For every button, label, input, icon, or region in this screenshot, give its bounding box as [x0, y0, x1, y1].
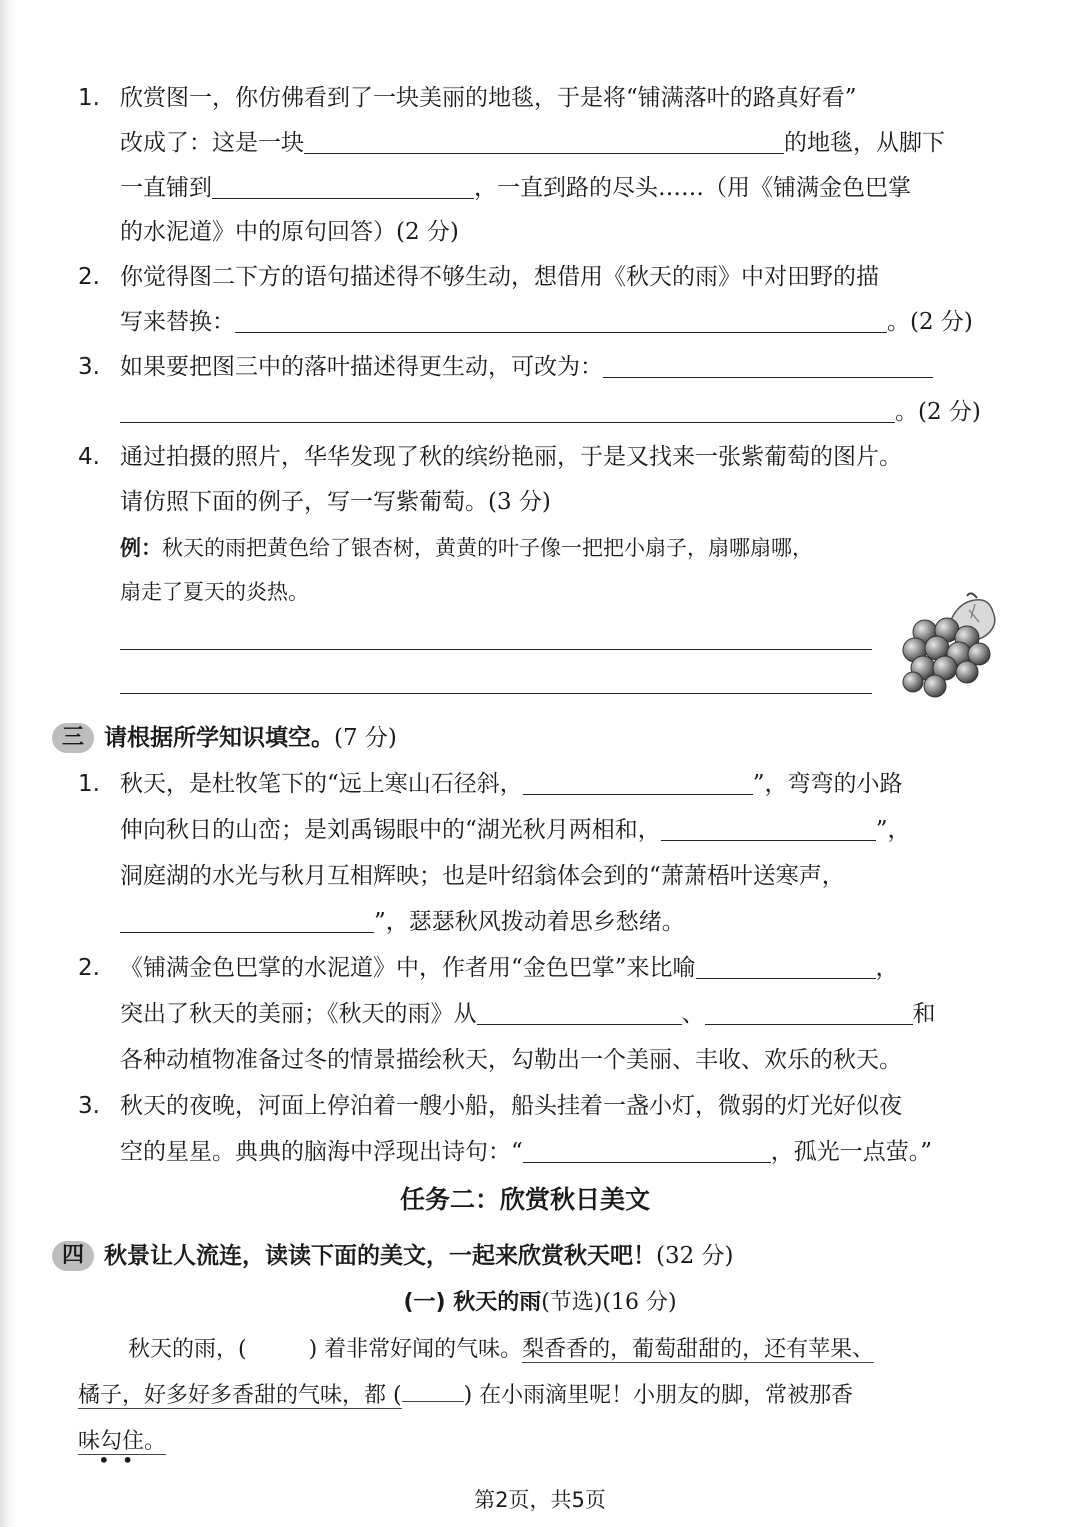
question-number: 3.	[78, 354, 100, 380]
question-number: 4.	[78, 444, 100, 470]
s3-q2-line1: 《铺满金色巴掌的水泥道》中，作者用“金色巴掌”来比喻 ，	[120, 946, 899, 990]
answer-blank[interactable]	[661, 810, 876, 841]
writing-line[interactable]	[120, 692, 872, 694]
q1-line1: 欣赏图一，你仿佛看到了一块美丽的地毯，于是将“铺满落叶的路真好看”	[120, 85, 857, 111]
answer-blank[interactable]	[603, 347, 933, 378]
q2-line2: 写来替换： 。(2 分)	[120, 300, 973, 344]
question-number: 1.	[78, 771, 100, 797]
s3-q1-line4: ”，瑟瑟秋风拨动着思乡愁绪。	[120, 900, 685, 944]
passage-line1: 秋天的雨，( ) 着非常好闻的气味。梨香香的，葡萄甜甜的，还有苹果、	[128, 1337, 875, 1362]
s3-q3-line2: 空的星星。典典的脑海中浮现出诗句：“ ，孤光一点萤。”	[120, 1130, 932, 1174]
answer-blank[interactable]	[696, 948, 876, 979]
s3-q1-line1: 秋天，是杜牧笔下的“远上寒山石径斜， ”，弯弯的小路	[120, 762, 903, 806]
answer-blank[interactable]	[212, 168, 474, 199]
page-footer: 第2页，共5页	[474, 1488, 606, 1512]
answer-blank[interactable]	[523, 1132, 771, 1163]
answer-blank[interactable]	[477, 994, 682, 1025]
writing-line[interactable]	[120, 648, 872, 650]
section-title: 请根据所学知识填空。(7 分)	[104, 725, 397, 751]
answer-blank[interactable]	[120, 902, 374, 933]
question-number: 2.	[78, 955, 100, 981]
question-number: 1.	[78, 85, 100, 111]
answer-blank[interactable]	[705, 994, 913, 1025]
q4-line1: 通过拍摄的照片，华华发现了秋的缤纷艳丽，于是又找来一张紫葡萄的图片。	[120, 444, 902, 470]
section-title: 秋景让人流连，读读下面的美文，一起来欣赏秋天吧！(32 分)	[104, 1243, 734, 1269]
section-badge: 三	[52, 723, 94, 753]
s3-q1-line2: 伸向秋日的山峦；是刘禹锡眼中的“湖光秋月两相和， ”，	[120, 808, 911, 852]
s3-q2-line3: 各种动植物准备过冬的情景描绘秋天，勾勒出一个美丽、丰收、欢乐的秋天。	[120, 1047, 902, 1073]
question-number: 2.	[78, 264, 100, 290]
q3-line2: 。(2 分)	[120, 390, 981, 434]
q2-line1: 你觉得图二下方的语句描述得不够生动，想借用《秋天的雨》中对田野的描	[120, 264, 879, 290]
answer-blank[interactable]	[523, 764, 753, 795]
answer-blank[interactable]	[120, 392, 895, 423]
grapes-icon	[893, 592, 1013, 702]
example-line1: 例：秋天的雨把黄色给了银杏树，黄黄的叶子像一把把小扇子，扇哪扇哪，	[120, 536, 813, 560]
section-badge: 四	[52, 1241, 94, 1271]
q4-line2: 请仿照下面的例子，写一写紫葡萄。(3 分)	[120, 489, 551, 515]
s3-q3-line1: 秋天的夜晚，河面上停泊着一艘小船，船头挂着一盏小灯，微弱的灯光好似夜	[120, 1093, 902, 1119]
s3-q2-line2: 突出了秋天的美丽；《秋天的雨》从 、 和	[120, 992, 936, 1036]
emphasis-dots: ••	[98, 1448, 146, 1472]
task-heading: 任务二：欣赏秋日美文	[399, 1185, 650, 1214]
s3-q1-line3: 洞庭湖的水光与秋月互相辉映；也是叶绍翁体会到的“萧萧梧叶送寒声，	[120, 863, 845, 889]
example-line2: 扇走了夏天的炎热。	[120, 580, 309, 604]
q1-line2: 改成了：这是一块 的地毯，从脚下	[120, 121, 945, 165]
passage-line3: 味勾住。	[78, 1429, 167, 1454]
example-label: 例：	[120, 536, 162, 560]
q1-line4: 的水泥道》中的原句回答）(2 分)	[120, 219, 459, 245]
q1-line3: 一直铺到 ，一直到路的尽头……（用《铺满金色巴掌	[120, 166, 911, 210]
answer-blank[interactable]	[304, 123, 784, 154]
passage-heading: (一) 秋天的雨(节选)(16 分)	[403, 1290, 677, 1315]
answer-blank[interactable]	[235, 302, 887, 333]
q3-line1: 如果要把图三中的落叶描述得更生动，可改为：	[120, 345, 933, 389]
question-number: 3.	[78, 1093, 100, 1119]
passage-line2: 橘子，好多好多香甜的气味，都 ( ) 在小雨滴里呢！小朋友的脚，常被那香	[78, 1383, 854, 1408]
